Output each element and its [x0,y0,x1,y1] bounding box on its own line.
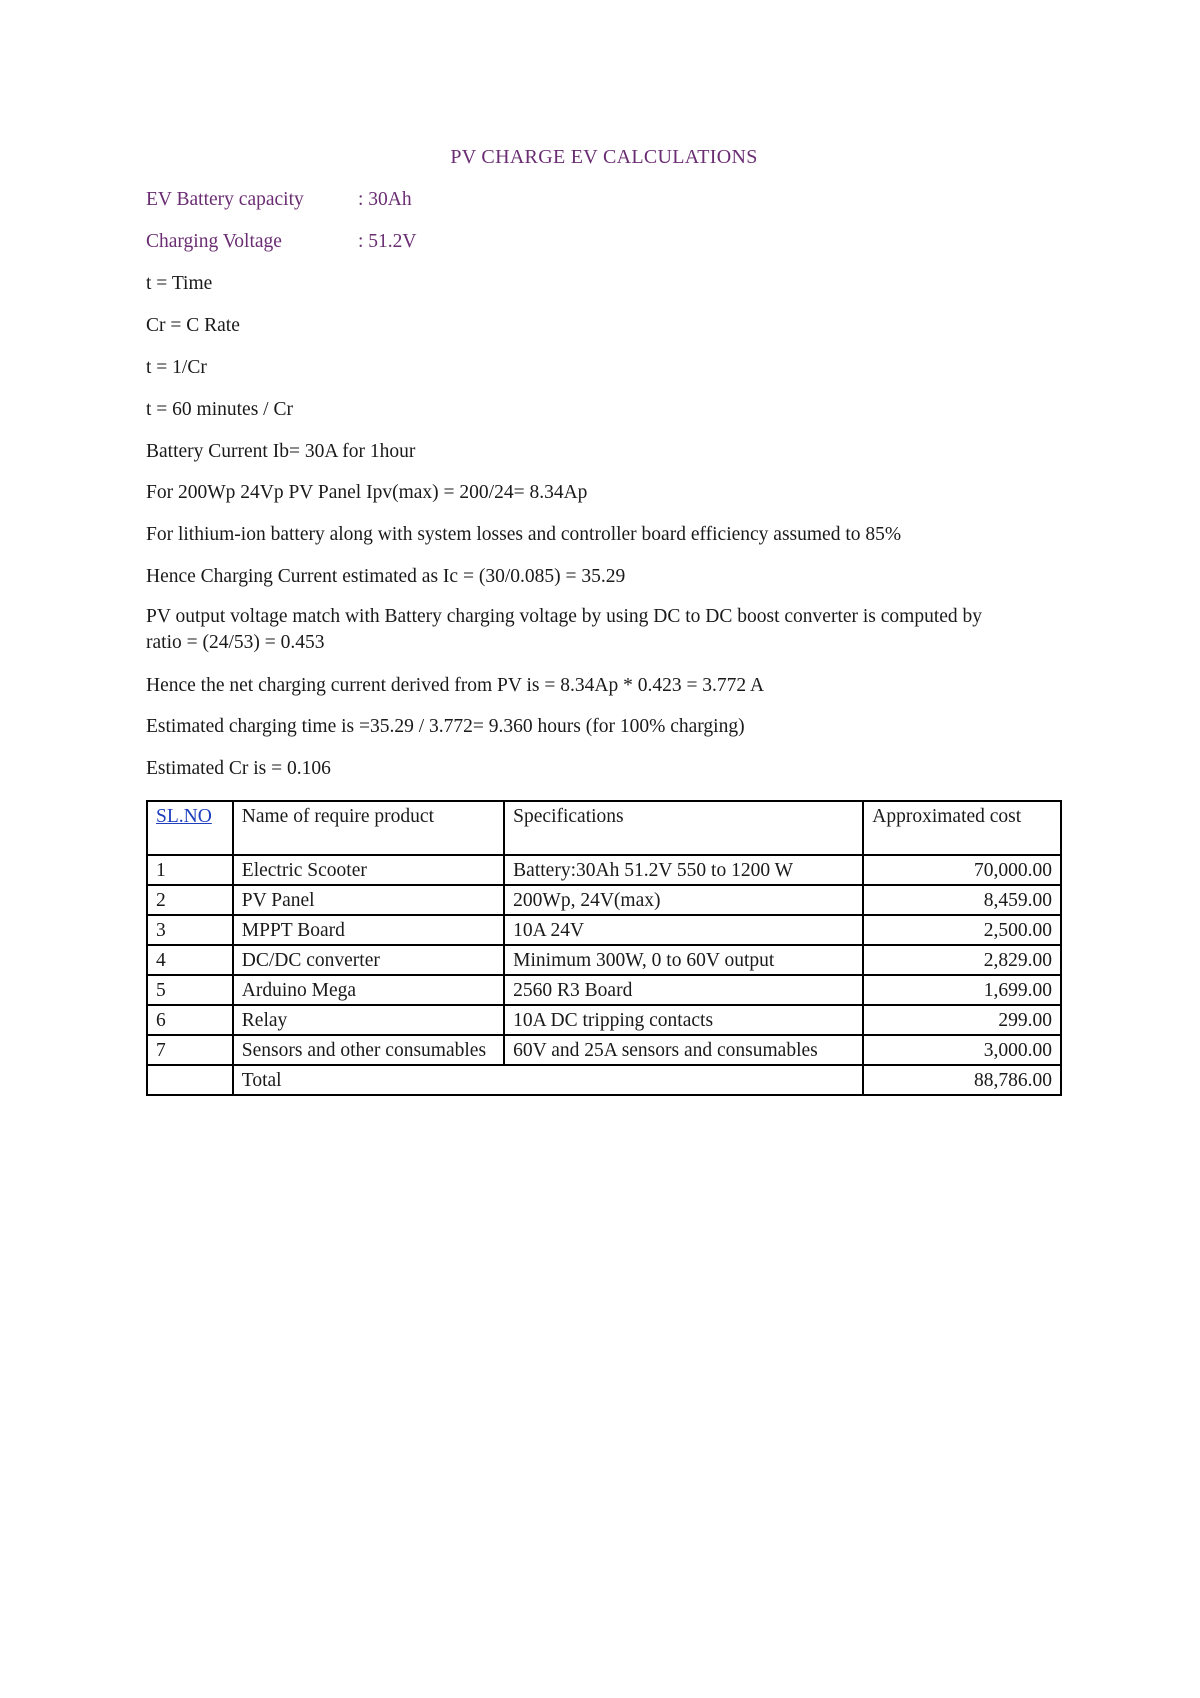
table-row [147,945,1061,975]
table-cell: 7 [147,1035,233,1065]
calc-line: Battery Current Ib= 30A for 1hour [146,441,416,462]
table-row [147,855,1061,885]
table-cell: 3,000.00 [863,1035,1061,1065]
table-cell: 4 [147,945,233,975]
table-total-row [147,1065,1061,1095]
table-cell: MPPT Board [233,915,504,945]
table-cell: 2 [147,885,233,915]
table-cell-empty [147,1065,233,1095]
cost-table [146,800,1062,1096]
table-cell: Minimum 300W, 0 to 60V output [504,945,863,975]
header-cell: Approximated cost [863,801,1061,855]
table-cell: 6 [147,1005,233,1035]
table-cell: Arduino Mega [233,975,504,1005]
table-cell: 1,699.00 [863,975,1061,1005]
calc-line: t = 60 minutes / Cr [146,399,293,420]
table-cell: 60V and 25A sensors and consumables [504,1035,863,1065]
calc-line: t = Time [146,273,213,294]
table-cell: Sensors and other consumables [233,1035,504,1065]
table-cell: 1 [147,855,233,885]
spec-label: Charging Voltage [146,231,282,252]
calc-line: Estimated charging time is =35.29 / 3.772= 9.360 hours (for 100% charging) [146,716,745,737]
calc-line: t = 1/Cr [146,357,207,378]
table-cell: Relay [233,1005,504,1035]
table-cell: 70,000.00 [863,855,1061,885]
header-cell [147,801,233,855]
spec-value: : 51.2V [358,231,417,252]
calc-line: Cr = C Rate [146,315,240,336]
spec-label: EV Battery capacity [146,189,304,210]
table-row [147,915,1061,945]
total-value: 88,786.00 [863,1065,1061,1095]
table-cell: 2,829.00 [863,945,1061,975]
sl-no-link[interactable]: SL.NO [156,806,212,827]
table-cell: Battery:30Ah 51.2V 550 to 1200 W [504,855,863,885]
calc-line: For 200Wp 24Vp PV Panel Ipv(max) = 200/24= 8.34Ap [146,482,588,503]
table-cell: 299.00 [863,1005,1061,1035]
table-cell: 5 [147,975,233,1005]
total-label: Total [233,1065,863,1095]
table-cell: 10A DC tripping contacts [504,1005,863,1035]
table-cell: Electric Scooter [233,855,504,885]
table-row [147,1005,1061,1035]
table-row [147,885,1061,915]
table-cell: PV Panel [233,885,504,915]
calc-line: For lithium-ion battery along with system losses and controller board efficiency assumed to 85% [146,524,902,545]
spec-battery-capacity [146,189,412,211]
header-cell: Name of require product [233,801,504,855]
calc-line: Hence the net charging current derived from PV is = 8.34Ap * 0.423 = 3.772 A [146,675,765,696]
calc-line: Estimated Cr is = 0.106 [146,758,331,779]
table-cell: 2560 R3 Board [504,975,863,1005]
table-cell: DC/DC converter [233,945,504,975]
table-cell: 8,459.00 [863,885,1061,915]
spec-value: : 30Ah [358,189,412,210]
table-cell: 10A 24V [504,915,863,945]
table-header-row [147,801,1061,855]
table-row [147,1035,1061,1065]
table-cell: 200Wp, 24V(max) [504,885,863,915]
calc-line: PV output voltage match with Battery charging voltage by using DC to DC boost converter is computed by ratio = (24/53) = 0.453 [146,606,983,653]
calc-line: Hence Charging Current estimated as Ic = (30/0.085) = 35.29 [146,566,626,587]
table-row [147,975,1061,1005]
header-cell: Specifications [504,801,863,855]
spec-charging-voltage [146,231,417,253]
page-title: PV CHARGE EV CALCULATIONS [450,146,758,168]
table-cell: 3 [147,915,233,945]
table-cell: 2,500.00 [863,915,1061,945]
